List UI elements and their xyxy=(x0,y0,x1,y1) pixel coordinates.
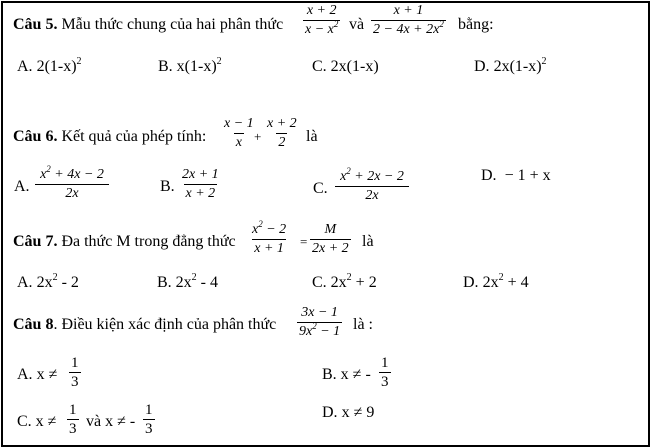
question-8-option-d[interactable]: D. x ≠ 9 xyxy=(322,404,375,421)
question-7-option-a[interactable]: A. $2x^2 - 2$ xyxy=(17,272,79,291)
question-7-operator: = xyxy=(300,234,308,249)
question-6-option-a-letter[interactable]: A. xyxy=(14,178,30,195)
question-5-text: Mẫu thức chung của hai phân thức xyxy=(61,16,284,33)
question-7-suffix: là xyxy=(362,233,374,250)
question-5-suffix: bằng: xyxy=(458,16,494,33)
question-5-fraction-2: $\frac{x + 1}{2 - 4x + 2x^2}$ xyxy=(373,3,444,37)
question-7-stem xyxy=(13,233,236,251)
question-8-option-c[interactable]: C. x ≠ xyxy=(17,413,57,430)
question-7-text: Đa thức M trong đẳng thức xyxy=(61,233,236,250)
question-6-stem xyxy=(13,128,206,146)
question-7-option-c[interactable]: C. $2x^2 + 2$ xyxy=(312,272,377,291)
question-5-option-b[interactable]: B. $x(1-x)^2$ xyxy=(158,56,222,75)
question-8-option-a-fraction[interactable]: $\frac{1}{3}$ xyxy=(71,355,79,390)
question-6-label: Câu 6. xyxy=(13,128,58,145)
question-6-option-c-letter[interactable]: C. xyxy=(313,180,328,197)
question-5-option-c[interactable]: C. 2x(1-x) xyxy=(312,58,379,75)
question-6-fraction-2: $\frac{x + 2}{2}$ xyxy=(267,116,297,150)
question-8-option-b[interactable]: B. x ≠ - xyxy=(322,366,371,383)
question-7-fraction-1: $\frac{x^2 - 2}{x + 1}$ xyxy=(252,219,287,256)
question-7-option-b[interactable]: B. $2x^2 - 4$ xyxy=(157,272,218,291)
question-8-option-b-fraction[interactable]: $\frac{1}{3}$ xyxy=(381,355,389,390)
question-8-option-c-fraction-2[interactable]: $\frac{1}{3}$ xyxy=(145,402,153,437)
question-5-option-d[interactable]: D. $2x(1-x)^2$ xyxy=(474,56,547,75)
question-8-stem xyxy=(13,316,276,334)
question-5-option-a[interactable]: A. $2(1-x)^2$ xyxy=(17,56,82,75)
question-6-text: Kết quả của phép tính: xyxy=(61,128,207,145)
question-6-suffix: là xyxy=(306,128,318,145)
question-7-fraction-2: $\frac{M}{2x + 2}$ xyxy=(312,222,349,256)
question-7-label: Câu 7. xyxy=(13,233,58,250)
question-6-option-a-fraction[interactable]: $\frac{x^2 + 4x - 2}{2x}$ xyxy=(35,167,109,202)
question-8-fraction: $\frac{3x - 1}{9x^2 - 1}$ xyxy=(299,305,341,339)
question-5-label: Câu 5. xyxy=(13,16,58,33)
question-5-stem xyxy=(13,16,283,34)
question-8-option-c-fraction-1[interactable]: $\frac{1}{3}$ xyxy=(69,402,77,437)
question-7-option-d[interactable]: D. $2x^2 + 4$ xyxy=(463,272,529,291)
question-8-suffix: là : xyxy=(353,316,373,333)
question-6-option-b-fraction[interactable]: $\frac{2x + 1}{x + 2}$ xyxy=(182,167,219,201)
question-6-option-d[interactable]: D. − 1 + x xyxy=(481,167,551,184)
question-6-fraction-1: $\frac{x - 1}{x}$ xyxy=(224,116,254,150)
question-8-text: . Điều kiện xác định của phân thức xyxy=(53,316,277,333)
question-5-connector: và xyxy=(349,16,365,33)
question-5-fraction-1: $\frac{x + 2}{x - x^2}$ xyxy=(305,3,339,37)
question-8-label: Câu 8 xyxy=(13,316,54,333)
question-8-option-c-middle: và x ≠ - xyxy=(86,413,136,430)
question-6-option-b-letter[interactable]: B. xyxy=(160,178,175,195)
question-8-option-a[interactable]: A. x ≠ xyxy=(17,366,58,383)
question-6-option-c-fraction[interactable]: $\frac{x^2 + 2x - 2}{2x}$ xyxy=(335,169,409,204)
question-6-operator: + xyxy=(254,129,262,144)
